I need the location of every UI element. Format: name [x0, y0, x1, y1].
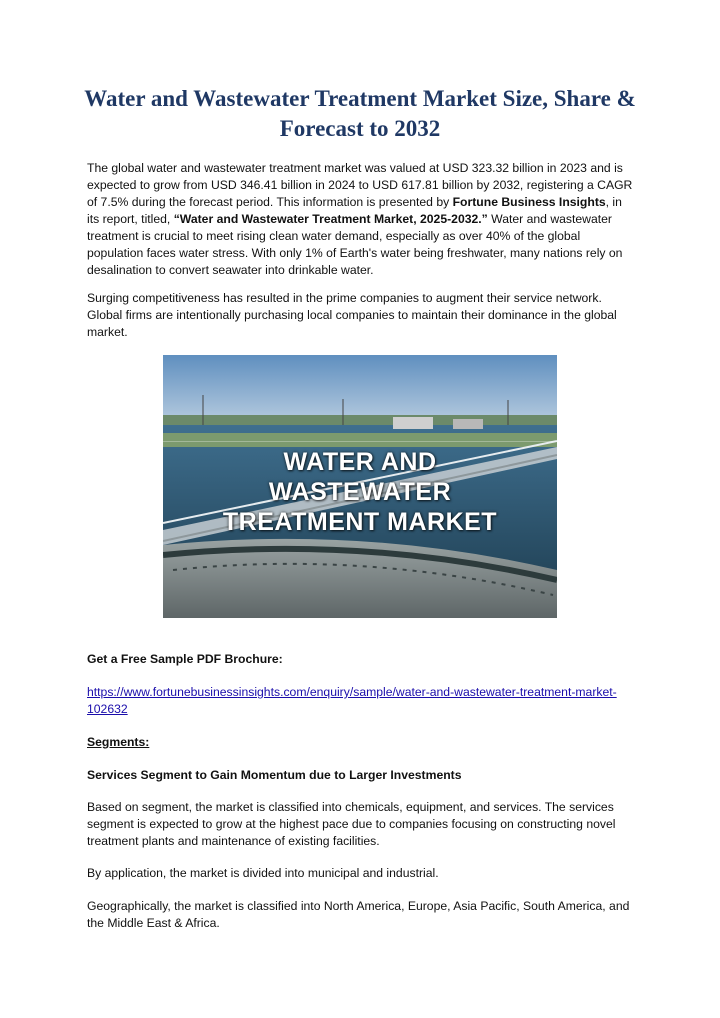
intro-text-after: Water and wastewater treatment is crucial to meet rising clean water demand, especially as over 40% of the global population faces water stress. With only 1% of Earth's water being freshwater, many nations rely on desalination to convert seawater into drinkable water.: [87, 212, 623, 277]
hero-title-line-2: WASTEWATER: [268, 478, 452, 506]
report-title: “Water and Wastewater Treatment Market, 2025-2032.”: [173, 212, 488, 226]
segments-subheading: Services Segment to Gain Momentum due to Larger Investments: [87, 768, 462, 782]
segments-paragraph-3: Geographically, the market is classified into North America, Europe, Asia Pacific, South America, and the Middle East & Africa.: [87, 899, 630, 930]
page-title: Water and Wastewater Treatment Market Size, Share & Forecast to 2032: [84, 86, 636, 141]
intro-text-before: The global water and wastewater treatment market was valued at USD 323.32 billion in 2023 and is expected to grow from USD 346.41 billion in 2024 to USD 617.81 billion by 2032, registering a CAGR of 7.5% during the forecast period. This information is presented by: [87, 161, 633, 209]
brochure-heading: Get a Free Sample PDF Brochure:: [87, 652, 283, 666]
competition-paragraph: Surging competitiveness has resulted in the prime companies to augment their service network. Global firms are intentionally purchasing local companies to maintain their dominance in the global market.: [87, 291, 617, 339]
intro-text-middle: , in its report, titled,: [87, 195, 622, 226]
segments-paragraph-1: Based on segment, the market is classified into chemicals, equipment, and services. The services segment is expected to grow at the highest pace due to companies focusing on constructing novel treatment plants and maintenance of existing facilities.: [87, 800, 616, 848]
publisher-name: Fortune Business Insights: [452, 195, 606, 209]
brochure-link[interactable]: https://www.fortunebusinessinsights.com/enquiry/sample/water-and-wastewater-treatment-market-102632: [87, 685, 617, 716]
hero-image-title: [163, 447, 557, 537]
hero-title-line-1: WATER AND: [283, 448, 437, 476]
segments-paragraph-2: By application, the market is divided into municipal and industrial.: [87, 866, 439, 880]
brochure-link-paragraph: [87, 684, 635, 718]
hero-image: [163, 355, 557, 618]
segments-heading: Segments:: [87, 735, 150, 749]
hero-title-line-3: TREATMENT MARKET: [222, 508, 498, 536]
intro-paragraph: [87, 160, 635, 279]
